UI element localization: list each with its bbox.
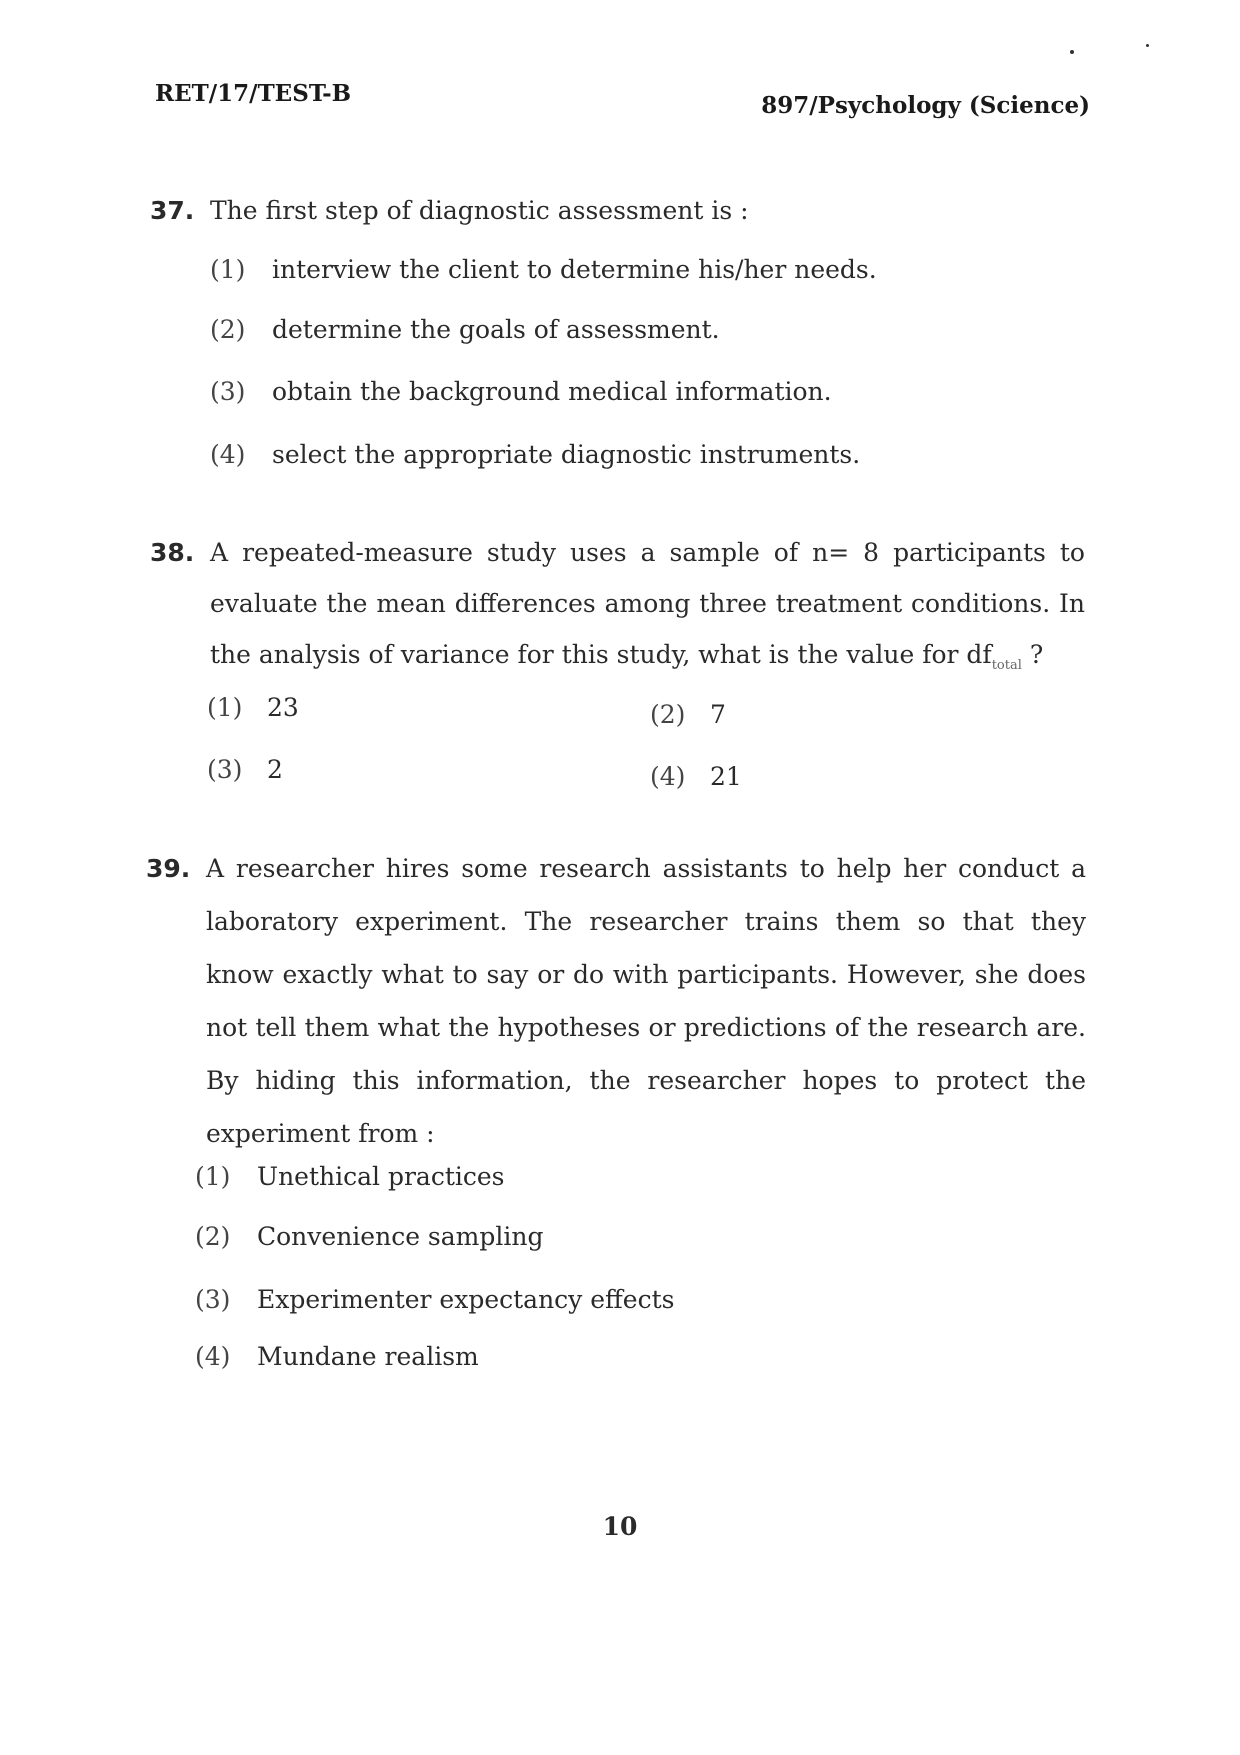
df-subscript: total: [991, 658, 1022, 673]
option-number: (1): [210, 255, 246, 284]
question-37: [150, 185, 1085, 236]
option-number: (3): [195, 1285, 231, 1314]
option-text: Experimenter expectancy effects: [257, 1285, 675, 1314]
option-number: (2): [650, 700, 686, 729]
scan-speck: [1146, 44, 1149, 47]
option-number: (2): [210, 315, 246, 344]
option-number: (2): [195, 1222, 231, 1251]
option-number: (4): [650, 762, 686, 791]
option-text: Convenience sampling: [257, 1222, 544, 1251]
header-test-code: RET/17/TEST-B: [155, 80, 352, 107]
option-text: Mundane realism: [257, 1342, 479, 1371]
q39-option-2: [195, 1222, 543, 1251]
header-subject: 897/Psychology (Science): [761, 92, 1090, 119]
q38-option-3: [207, 755, 283, 784]
q39-option-3: [195, 1285, 674, 1314]
option-text: Unethical practices: [257, 1162, 505, 1191]
q39-option-1: [195, 1162, 505, 1191]
question-text: A researcher hires some research assistants to help her conduct a laboratory experiment. The researcher trains them so that they know exactly what to say or do with participants. However, she does not tell them what the hypotheses or predictions of the research are. By hiding this information, the researcher hopes to protect the experiment from :: [206, 854, 1086, 1148]
option-text: select the appropriate diagnostic instruments.: [272, 440, 861, 469]
option-number: (4): [195, 1342, 231, 1371]
option-number: (3): [207, 755, 243, 784]
question-38: [150, 527, 1085, 691]
q37-option-2: [210, 315, 720, 344]
option-text: interview the client to determine his/her needs.: [272, 255, 877, 284]
question-number: 37.: [150, 196, 195, 225]
option-text: obtain the background medical information.: [272, 377, 832, 406]
option-number: (3): [210, 377, 246, 406]
question-39: [146, 842, 1086, 1160]
question-number: 39.: [146, 854, 191, 883]
q38-option-4: [650, 762, 742, 791]
question-text: The first step of diagnostic assessment is :: [210, 196, 749, 225]
option-number: (4): [210, 440, 246, 469]
page-number: 10: [602, 1512, 638, 1541]
option-text: determine the goals of assessment.: [272, 315, 720, 344]
q37-option-3: [210, 377, 832, 406]
option-text: 7: [710, 700, 726, 729]
question-number: 38.: [150, 538, 195, 567]
q37-option-1: [210, 255, 877, 284]
option-number: (1): [207, 693, 243, 722]
q38-option-1: [207, 693, 299, 722]
q37-option-4: [210, 440, 860, 469]
scan-speck: [1070, 50, 1074, 54]
q39-option-4: [195, 1342, 479, 1371]
option-text: 2: [267, 755, 283, 784]
q38-option-2: [650, 700, 726, 729]
option-number: (1): [195, 1162, 231, 1191]
question-text: A repeated-measure study uses a sample of n= 8 participants to evaluate the mean differences among three treatment conditions. In the analysis of variance for this study, what is the value for $df_{total}$ ?: [210, 538, 1085, 673]
option-text: 23: [267, 693, 299, 722]
option-text: 21: [710, 762, 742, 791]
